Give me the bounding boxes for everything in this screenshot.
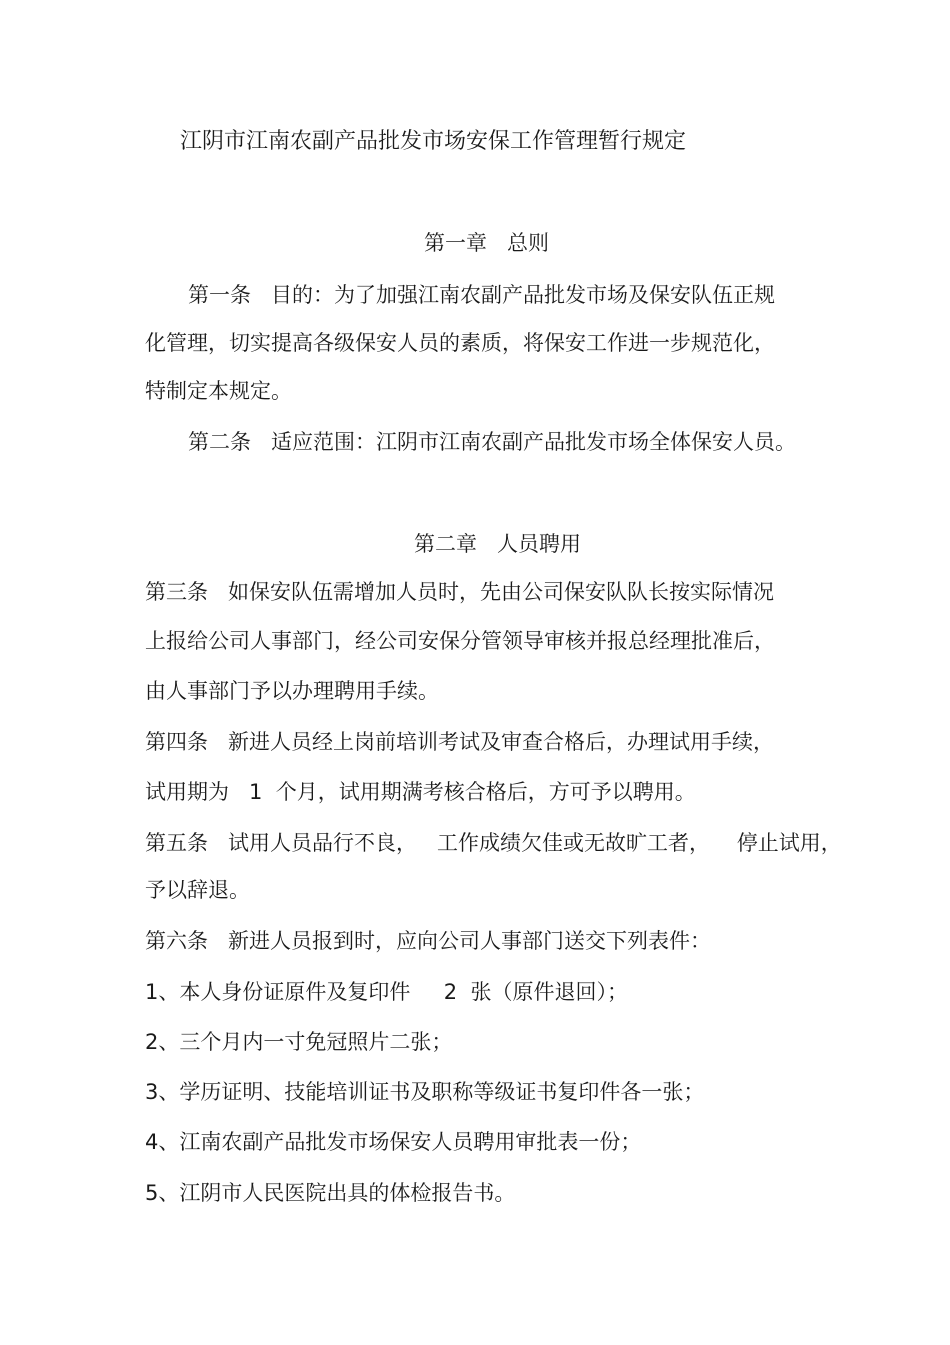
article-3-line-2: 上报给公司人事部门，经公司安保分管领导审核并报总经理批准后， (145, 629, 775, 653)
list-item: 3、学历证明、技能培训证书及职称等级证书复印件各一张； (145, 1080, 705, 1104)
article-4-line-2: 试用期为 1 个月，试用期满考核合格后，方可予以聘用。 (145, 780, 696, 804)
article-4-line-1: 第四条 新进人员经上岗前培训考试及审查合格后，办理试用手续， (145, 730, 775, 754)
article-6: 第六条 新进人员报到时，应向公司人事部门送交下列表件： (145, 929, 712, 953)
chapter-1-heading: 第一章 总则 (424, 231, 550, 255)
document-title: 江阴市江南农副产品批发市场安保工作管理暂行规定 (180, 129, 687, 154)
article-3-line-1: 第三条 如保安队伍需增加人员时，先由公司保安队队长按实际情况 (145, 580, 775, 604)
article-2: 第二条 适应范围：江阴市江南农副产品批发市场全体保安人员。 (188, 430, 797, 454)
list-item: 2、三个月内一寸免冠照片二张； (145, 1030, 453, 1054)
chapter-2-heading: 第二章 人员聘用 (414, 532, 582, 556)
article-1-line-2: 化管理，切实提高各级保安人员的素质，将保安工作进一步规范化， (145, 331, 775, 355)
article-1-line-1: 第一条 目的：为了加强江南农副产品批发市场及保安队伍正规 (188, 283, 776, 307)
article-5-line-2: 予以辞退。 (145, 878, 250, 902)
article-5-line-1: 第五条 试用人员品行不良， 工作成绩欠佳或无故旷工者， 停止试用， (145, 831, 842, 855)
article-1-line-3: 特制定本规定。 (145, 379, 292, 403)
list-item: 4、江南农副产品批发市场保安人员聘用审批表一份； (145, 1130, 642, 1154)
list-item: 1、本人身份证原件及复印件 2 张（原件退回）； (145, 980, 628, 1004)
list-item: 5、江阴市人民医院出具的体检报告书。 (145, 1181, 516, 1205)
article-3-line-3: 由人事部门予以办理聘用手续。 (145, 679, 439, 703)
